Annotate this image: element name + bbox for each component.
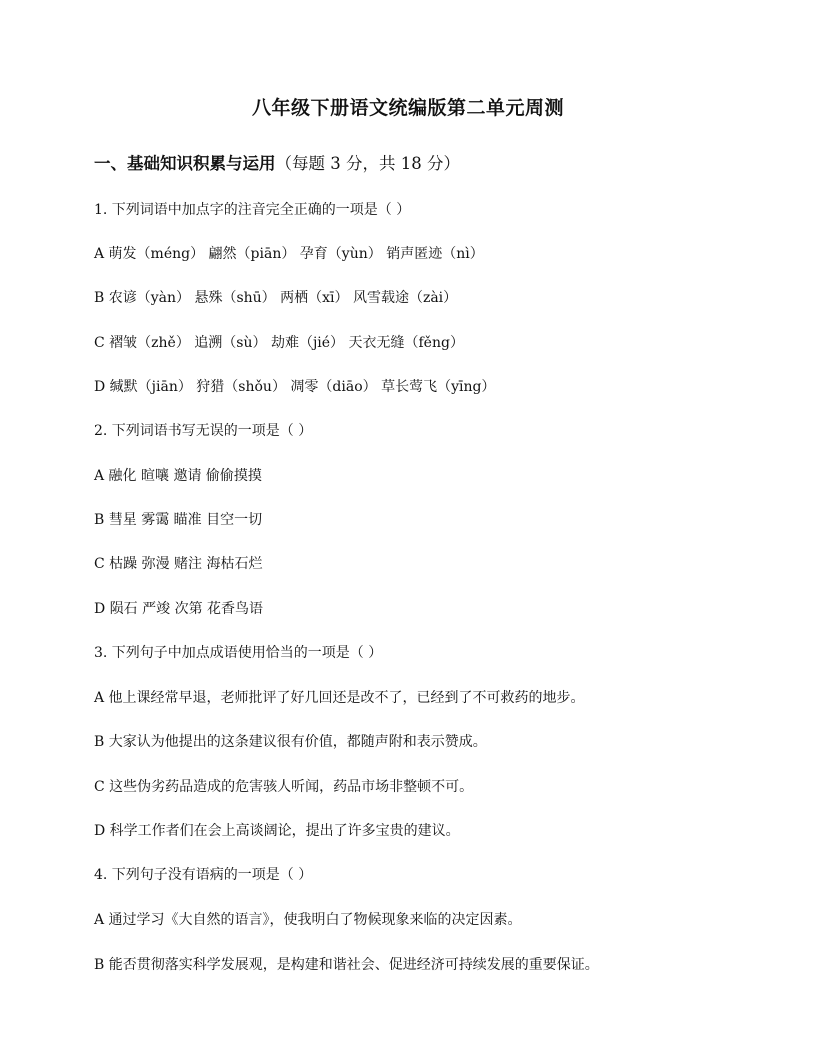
question-4-option-b: B 能否贯彻落实科学发展观，是构建和谐社会、促进经济可持续发展的重要保证。 — [94, 957, 599, 973]
question-3-option-d: D 科学工作者们在会上高谈阔论，提出了许多宝贵的建议。 — [94, 823, 460, 839]
section-heading — [94, 150, 460, 174]
question-2-option-d: D 陨石 严竣 次第 花香鸟语 — [94, 601, 264, 617]
question-1-option-b: B 农谚（yàn） 悬殊（shū） 两栖（xī） 风雪载途（zài） — [94, 290, 458, 306]
question-1-option-d: D 缄默（jiān） 狩猎（shǒu） 凋零（diāo） 草长莺飞（yīng） — [94, 379, 496, 395]
question-4-option-a: A 通过学习《大自然的语言》，使我明白了物候现象来临的决定因素。 — [94, 912, 522, 928]
question-2-option-a: A 融化 暄嚷 邀请 偷偷摸摸 — [94, 468, 262, 484]
section-heading-main: 一、基础知识积累与运用 — [94, 154, 276, 173]
question-1-option-c: C 褶皱（zhě） 追溯（sù） 劫难（jié） 天衣无缝（fěng） — [94, 335, 464, 351]
question-1: 1. 下列词语中加点字的注音完全正确的一项是（ ） — [94, 202, 411, 218]
question-2-option-b: B 彗星 雾霭 瞄准 目空一切 — [94, 512, 263, 528]
question-3-option-b: B 大家认为他提出的这条建议很有价值，都随声附和表示赞成。 — [94, 734, 487, 750]
question-3-option-c: C 这些伪劣药品造成的危害骇人听闻，药品市场非整顿不可。 — [94, 779, 474, 795]
question-3: 3. 下列句子中加点成语使用恰当的一项是（ ） — [94, 645, 383, 661]
question-2: 2. 下列词语书写无误的一项是（ ） — [94, 423, 313, 439]
question-4: 4. 下列句子没有语病的一项是（ ） — [94, 867, 313, 883]
page-title: 八年级下册语文统编版第二单元周测 — [251, 97, 564, 119]
question-2-option-c: C 枯躁 弥漫 赌注 海枯石烂 — [94, 556, 263, 572]
question-3-option-a: A 他上课经常早退，老师批评了好几回还是改不了，已经到了不可救药的地步。 — [94, 690, 585, 706]
section-heading-note: （每题 3 分，共 18 分） — [275, 154, 460, 173]
question-1-option-a: A 萌发（méng） 翩然（piān） 孕育（yùn） 销声匿迹（nì） — [94, 246, 484, 262]
